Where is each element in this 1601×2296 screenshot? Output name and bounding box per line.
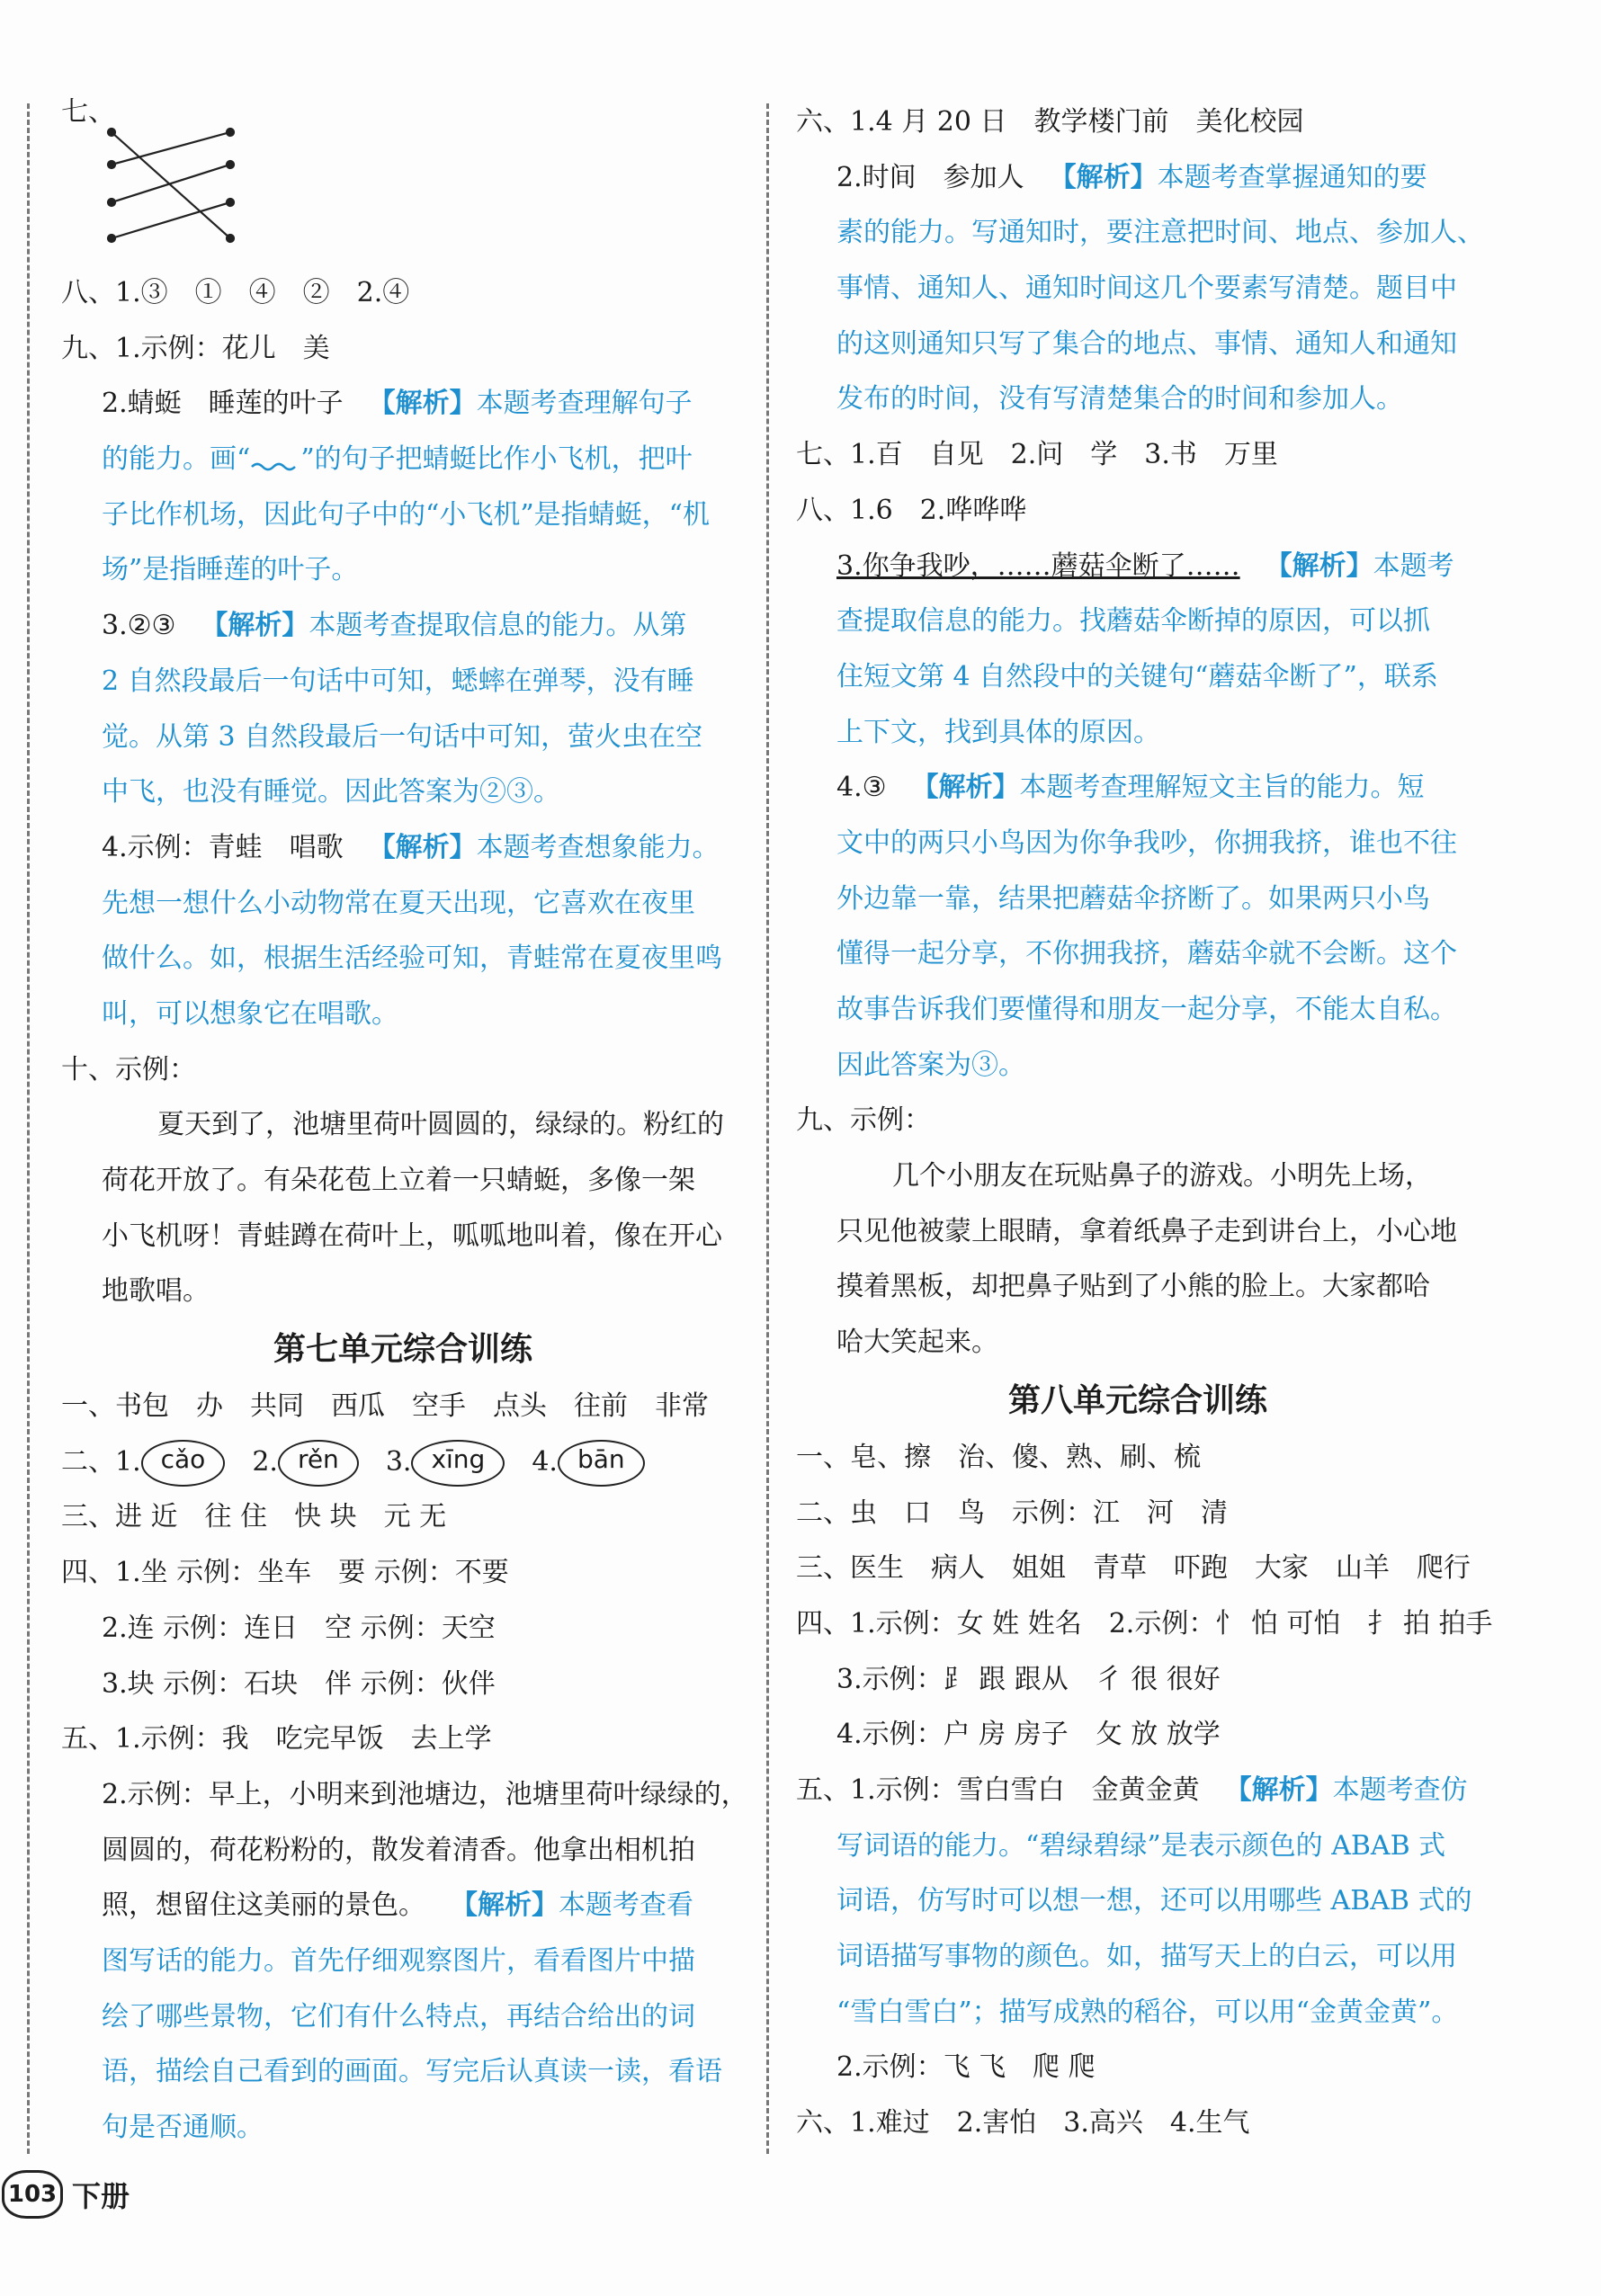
q7-right: 七、1.百 自见 2.问 学 3.书 万里 [796, 439, 1278, 471]
q10-label: 十、示例： [61, 1053, 196, 1085]
q6-1: 六、1.4 月 20 日 教学楼门前 美化校园 [796, 106, 1304, 138]
q9-item4-explain-3: 做什么。如，根据生活经验可知，青蛙常在夏夜里鸣 [102, 943, 722, 975]
q8-explain-4: 住短文第 4 自然段中的关键句“蘑菇伞断了”，联系 [836, 660, 1438, 692]
q8-answer: 八、1.③ ① ④ ② 2.④ [61, 277, 410, 308]
u7-q5-2: 2.示例：早上，小明来到池塘边，池塘里荷叶绿绿的， [102, 1778, 748, 1810]
q9-item2: 2.蜻蜓 睡莲的叶子 【解析】本题考查理解句子 [102, 388, 693, 420]
u8-q1: 一、皂、擦 治、傻、熟、刷、梳 [796, 1441, 1201, 1473]
page-footer [0, 2163, 130, 2226]
q8-explain-5: 上下文，找到具体的原因。 [836, 716, 1160, 748]
q9-right-label: 九、示例： [796, 1104, 931, 1137]
u8-q5-1: 五、1.示例：雪白雪白 金黄金黄 【解析】本题考查仿 [796, 1773, 1468, 1806]
q6-explain-6: 发布的时间，没有写清楚集合的时间和参加人。 [836, 383, 1403, 415]
u7-q5-explain-6: 绘了哪些景物，它们有什么特点，再结合给出的词 [102, 2000, 695, 2032]
column-divider-dashed-line [766, 103, 769, 2154]
q9-item3-explain-3: 觉。从第 3 自然段最后一句话中可知，萤火虫在空 [102, 720, 703, 753]
page-number: 103 [2, 2170, 63, 2219]
pinyin-circle: rěn [278, 1440, 359, 1487]
q9-item3: 3.②③ 【解析】本题考查提取信息的能力。从第 [102, 610, 687, 642]
explain-tag: 【解析】 [1049, 161, 1158, 193]
u7-q4-2: 2.连 示例：连日 空 示例：天空 [102, 1612, 496, 1644]
explain-tag: 【解析】 [368, 831, 477, 863]
u8-q5-explain-5: “雪白雪白”；描写成熟的稻谷，可以用“金黄金黄”。 [836, 1996, 1459, 2028]
u8-q2: 二、虫 口 鸟 示例：江 河 清 [796, 1496, 1228, 1529]
q9-item4-explain-2: 先想一想什么小动物常在夏天出现，它喜欢在夜里 [102, 887, 695, 919]
pinyin-circle: cǎo [141, 1440, 226, 1487]
explain-tag: 【解析】 [1224, 1773, 1333, 1806]
q8-explain-11: 因此答案为③。 [836, 1049, 1025, 1081]
matching-lines-diagram [101, 112, 245, 270]
q8-explain-10: 故事告诉我们要懂得和朋友一起分享，不能太自私。 [836, 994, 1457, 1025]
u7-q5-3: 圆圆的，荷花粉粉的，散发着清香。他拿出相机拍 [102, 1834, 695, 1866]
u7-q4-3: 3.块 示例：石块 伴 示例：伙伴 [102, 1667, 496, 1700]
volume-label: 下册 [72, 2179, 130, 2213]
q9-item3-explain-4: 中飞，也没有睡觉。因此答案为②③。 [102, 776, 560, 809]
q9-item3-explain-2: 2 自然段最后一句话中可知，蟋蟀在弹琴，没有睡 [102, 665, 694, 697]
u8-q5-explain-2: 写词语的能力。“碧绿碧绿”是表示颜色的 ABAB 式 [836, 1829, 1446, 1862]
q10-sample-4: 地歌唱。 [102, 1275, 210, 1308]
q9-item4: 4.示例：青蛙 唱歌 【解析】本题考查想象能力。 [102, 831, 720, 863]
u7-q5-explain-7: 语，描绘自己看到的画面。写完后认真读一读，看语 [102, 2056, 722, 2088]
q9-item1: 九、1.示例：花儿 美 [61, 332, 330, 364]
u7-q1: 一、书包 办 共同 西瓜 空手 点头 往前 非常 [61, 1390, 709, 1423]
right-column [796, 94, 1493, 2151]
q9-item2-explain: 的能力。画“ ”的句子把蜻蜓比作小飞机，把叶 [102, 443, 693, 476]
explain-tag: 【解析】 [1265, 549, 1373, 582]
u7-q5-explain-5: 图写话的能力。首先仔细观察图片，看看图片中描 [102, 1944, 695, 1977]
u8-q5-explain-4: 词语描写事物的颜色。如，描写天上的白云，可以用 [836, 1941, 1457, 1972]
left-column [61, 94, 748, 2156]
q9-item2-explain-3: 子比作机场，因此句子中的“小飞机”是指蜻蜓，“机 [102, 498, 711, 531]
q8-4: 4.③ 【解析】本题考查理解短文主旨的能力。短 [836, 772, 1425, 804]
u7-q4-1: 四、1.坐 示例：坐车 要 示例：不要 [61, 1557, 509, 1589]
q9-item2-explain-4: 场”是指睡莲的叶子。 [102, 554, 359, 586]
explain-tag: 【解析】 [451, 1890, 559, 1922]
q9-right-sample-1: 几个小朋友在玩贴鼻子的游戏。小明先上场， [892, 1160, 1432, 1193]
q7-label: 七、 [61, 96, 115, 128]
q6-explain-5: 的这则通知只写了集合的地点、事情、通知人和通知 [836, 327, 1457, 360]
u7-q5-1: 五、1.示例：我 吃完早饭 去上学 [61, 1723, 492, 1756]
q6-2: 2.时间 参加人 【解析】本题考查掌握通知的要 [836, 161, 1427, 193]
unit7-title: 第七单元综合训练 [273, 1330, 532, 1369]
q9-item4-explain-4: 叫，可以想象它在唱歌。 [102, 997, 398, 1030]
u8-q6: 六、1.难过 2.害怕 3.高兴 4.生气 [796, 2107, 1250, 2140]
pinyin-circle: bān [558, 1440, 645, 1487]
u7-q3: 三、进 近 往 住 快 块 元 无 [61, 1501, 447, 1533]
u7-q5-explain-8: 句是否通顺。 [102, 2112, 264, 2143]
q7-matching [61, 94, 745, 265]
q8-explain-7: 文中的两只小鸟因为你争我吵，你拥我挤，谁也不往 [836, 826, 1457, 859]
q6-explain-3: 素的能力。写通知时，要注意把时间、地点、参加人、 [836, 217, 1484, 249]
u7-q5-4: 照，想留住这美丽的景色。 【解析】本题考查看 [102, 1890, 693, 1922]
q8-explain-9: 懂得一起分享，不你拥我挤，蘑菇伞就不会断。这个 [836, 938, 1457, 970]
u8-q4-3: 4.示例：户 房 房子 攵 放 放学 [836, 1719, 1221, 1751]
left-margin-dashed-line [27, 103, 30, 2154]
pinyin-circle: xīng [411, 1440, 505, 1487]
u8-q4-2: 3.示例：⻊ 跟 跟从 彳 很 很好 [836, 1663, 1221, 1695]
wavy-underline-icon [250, 460, 300, 473]
u8-q4-1: 四、1.示例：女 姓 姓名 2.示例：忄 怕 可怕 扌 拍 拍手 [796, 1607, 1493, 1639]
q8-explain-3: 查提取信息的能力。找蘑菇伞断掉的原因，可以抓 [836, 605, 1430, 638]
q6-explain-4: 事情、通知人、通知时间这几个要素写清楚。题目中 [836, 272, 1457, 305]
explain-tag: 【解析】 [368, 388, 477, 420]
unit8-title: 第八单元综合训练 [1007, 1380, 1267, 1419]
u8-q5-2: 2.示例：飞 飞 爬 爬 [836, 2051, 1096, 2084]
u7-q2-pinyin: 二、1. cǎo 2. rěn 3. xīng 4. bān [61, 1434, 745, 1490]
q10-sample-2: 荷花开放了。有朵花苞上立着一只蜻蜓，多像一架 [102, 1165, 695, 1196]
q8-explain-8: 外边靠一靠，结果把蘑菇伞挤断了。如果两只小鸟 [836, 882, 1430, 915]
q9-right-sample-2: 只见他被蒙上眼睛，拿着纸鼻子走到讲台上，小心地 [836, 1215, 1457, 1247]
q8-1: 八、1.6 2.哗哗哗 [796, 494, 1027, 526]
u8-q3: 三、医生 病人 姐姐 青草 吓跑 大家 山羊 爬行 [796, 1552, 1471, 1585]
q10-sample-3: 小飞机呀！青蛙蹲在荷叶上，呱呱地叫着，像在开心 [102, 1219, 722, 1252]
explain-tag: 【解析】 [911, 772, 1020, 804]
q10-sample-1: 夏天到了，池塘里荷叶圆圆的，绿绿的。粉红的 [157, 1109, 724, 1141]
q9-right-sample-4: 哈大笑起来。 [836, 1327, 998, 1359]
u8-q5-explain-3: 词语，仿写时可以想一想，还可以用哪些 ABAB 式的 [836, 1885, 1472, 1917]
q8-3: 3.你争我吵，……蘑菇伞断了…… 【解析】本题考 [836, 549, 1454, 582]
explain-tag: 【解析】 [201, 610, 309, 642]
q9-right-sample-3: 摸着黑板，却把鼻子贴到了小熊的脸上。大家都哈 [836, 1271, 1430, 1303]
